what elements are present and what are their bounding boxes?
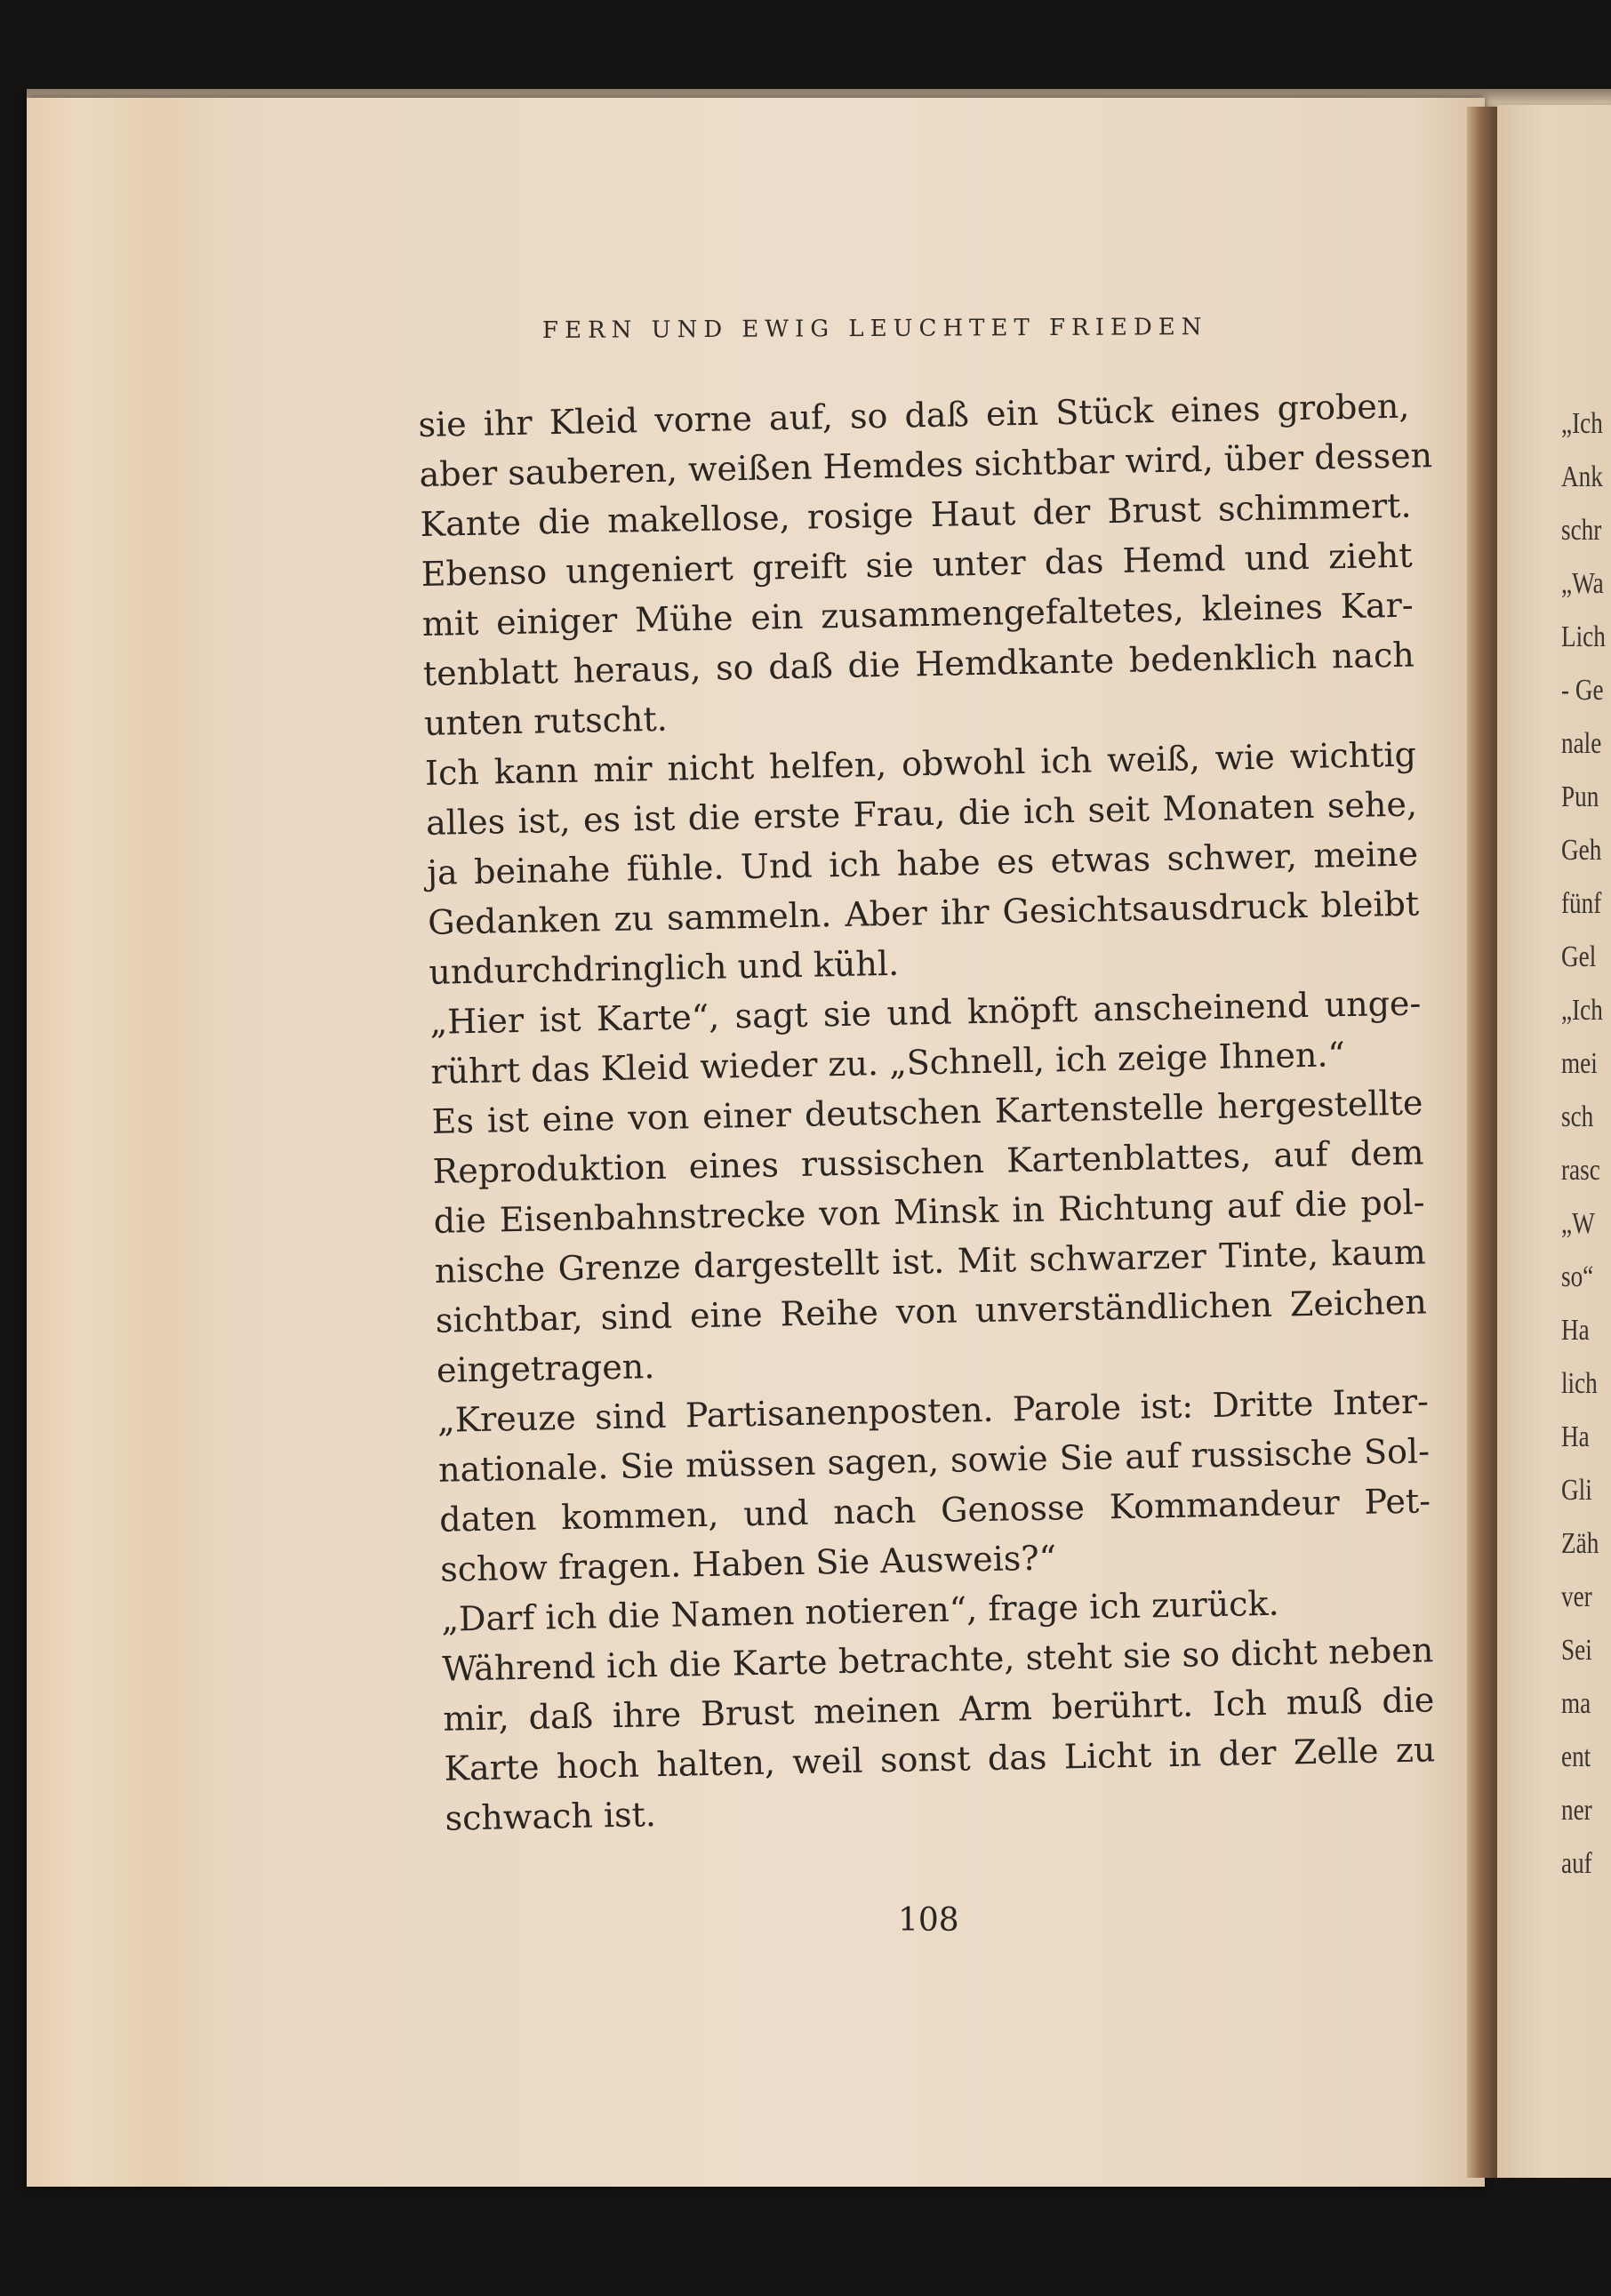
text-line: Während ich die Karte betrachte, steht sie so dicht neben xyxy=(441,1630,1434,1689)
facing-page-line: Gel xyxy=(1561,940,1597,973)
facing-page-line: so“ xyxy=(1561,1260,1594,1293)
page-body-text xyxy=(418,381,1437,1844)
facing-page-line: Lich xyxy=(1561,620,1606,653)
running-head: FERN UND EWIG LEUCHTET FRIEDEN xyxy=(541,314,1208,344)
text-line: mir, daß ihre Brust meinen Arm berührt. Ich muß die xyxy=(443,1680,1435,1739)
text-line: „Kreuze sind Partisanenposten. Parole ist: Dritte Inter- xyxy=(437,1381,1430,1440)
facing-page-line: ent xyxy=(1561,1740,1591,1773)
book-page-right-fragment xyxy=(1497,105,1611,2178)
text-line: Kante die makellose, rosige Haut der Brust schimmert. xyxy=(420,485,1412,544)
facing-page-line: „Ich xyxy=(1561,994,1603,1027)
text-line: tenblatt heraus, so daß die Hemdkante bedenklich nach xyxy=(422,635,1415,693)
text-line: Ich kann mir nicht helfen, obwohl ich weiß, wie wichtig xyxy=(424,734,1417,793)
text-line: schwach ist. xyxy=(445,1795,657,1838)
facing-page-line: ner xyxy=(1561,1794,1592,1827)
text-line: die Eisenbahnstrecke von Minsk in Richtung auf die pol- xyxy=(433,1182,1425,1241)
facing-page-line: Pun xyxy=(1561,780,1599,813)
facing-page-line: ver xyxy=(1561,1580,1592,1613)
facing-page-line: lich xyxy=(1561,1367,1598,1400)
book-gutter xyxy=(1467,107,1497,2178)
facing-page-line: Geh xyxy=(1561,834,1602,867)
text-line: Karte hoch halten, weil sonst das Licht in der Zelle zu xyxy=(444,1730,1436,1788)
facing-page-line: Zäh xyxy=(1561,1527,1599,1560)
text-line: undurchdringlich und kühl. xyxy=(428,943,900,992)
text-line: eingetragen. xyxy=(436,1347,655,1390)
text-line: Es ist eine von einer deutschen Kartenstelle hergestellte xyxy=(431,1083,1423,1141)
text-line: daten kommen, und nach Genosse Kommandeur Pet- xyxy=(438,1481,1431,1540)
facing-page-line: ma xyxy=(1561,1687,1591,1720)
text-line: ja beinahe fühle. Und ich habe es etwas schwer, meine xyxy=(426,834,1419,892)
text-line: unten rutscht. xyxy=(423,699,669,743)
page-number: 108 xyxy=(898,1902,959,1939)
text-line: mit einiger Mühe ein zusammengefaltetes, kleines Kar- xyxy=(421,585,1415,644)
text-line: nische Grenze dargestellt ist. Mit schwarzer Tinte, kaum xyxy=(434,1232,1427,1291)
facing-page-line: - Ge xyxy=(1561,674,1604,707)
facing-page-line: „W xyxy=(1561,1207,1595,1240)
text-line: „Darf ich die Namen notieren“, frage ich zurück. xyxy=(440,1583,1279,1639)
facing-page-line: fünf xyxy=(1561,887,1602,920)
facing-page-line: Gli xyxy=(1561,1474,1592,1507)
text-line: sichtbar, sind eine Reihe von unverständlichen Zeichen xyxy=(435,1282,1428,1340)
facing-page-line: Ha xyxy=(1561,1420,1590,1453)
text-line: aber sauberen, weißen Hemdes sichtbar wird, über dessen xyxy=(419,436,1433,494)
facing-page-line: sch xyxy=(1561,1100,1594,1133)
facing-page-line: Ha xyxy=(1561,1314,1590,1347)
facing-page-line: „Wa xyxy=(1561,567,1604,600)
text-line: Reproduktion eines russischen Kartenblattes, auf dem xyxy=(432,1132,1424,1191)
text-line: Ebenso ungeniert greift sie unter das Hemd und zieht xyxy=(421,535,1413,594)
text-line: alles ist, es ist die erste Frau, die ich seit Monaten sehe, xyxy=(425,784,1418,843)
text-line: Gedanken zu sammeln. Aber ihr Gesichtsausdruck bleibt xyxy=(427,884,1420,942)
facing-page-line: rasc xyxy=(1561,1154,1600,1187)
text-line: nationale. Sie müssen sagen, sowie Sie auf russische Sol- xyxy=(437,1431,1431,1490)
facing-page-line: Ank xyxy=(1561,460,1603,493)
text-line: sie ihr Kleid vorne auf, so daß ein Stück eines groben, xyxy=(418,386,1410,444)
text-line: rührt das Kleid wieder zu. „Schnell, ich zeige Ihnen.“ xyxy=(430,1035,1346,1092)
facing-page-line: auf xyxy=(1561,1847,1592,1880)
facing-page-line: mei xyxy=(1561,1047,1598,1080)
facing-page-line: nale xyxy=(1561,727,1602,760)
text-line: schow fragen. Haben Sie Ausweis?“ xyxy=(439,1538,1057,1589)
facing-page-line: schr xyxy=(1561,514,1602,547)
facing-page-line: Sei xyxy=(1561,1634,1592,1667)
text-line: „Hier ist Karte“, sagt sie und knöpft anscheinend unge- xyxy=(429,983,1422,1042)
facing-page-line: „Ich xyxy=(1561,407,1603,440)
